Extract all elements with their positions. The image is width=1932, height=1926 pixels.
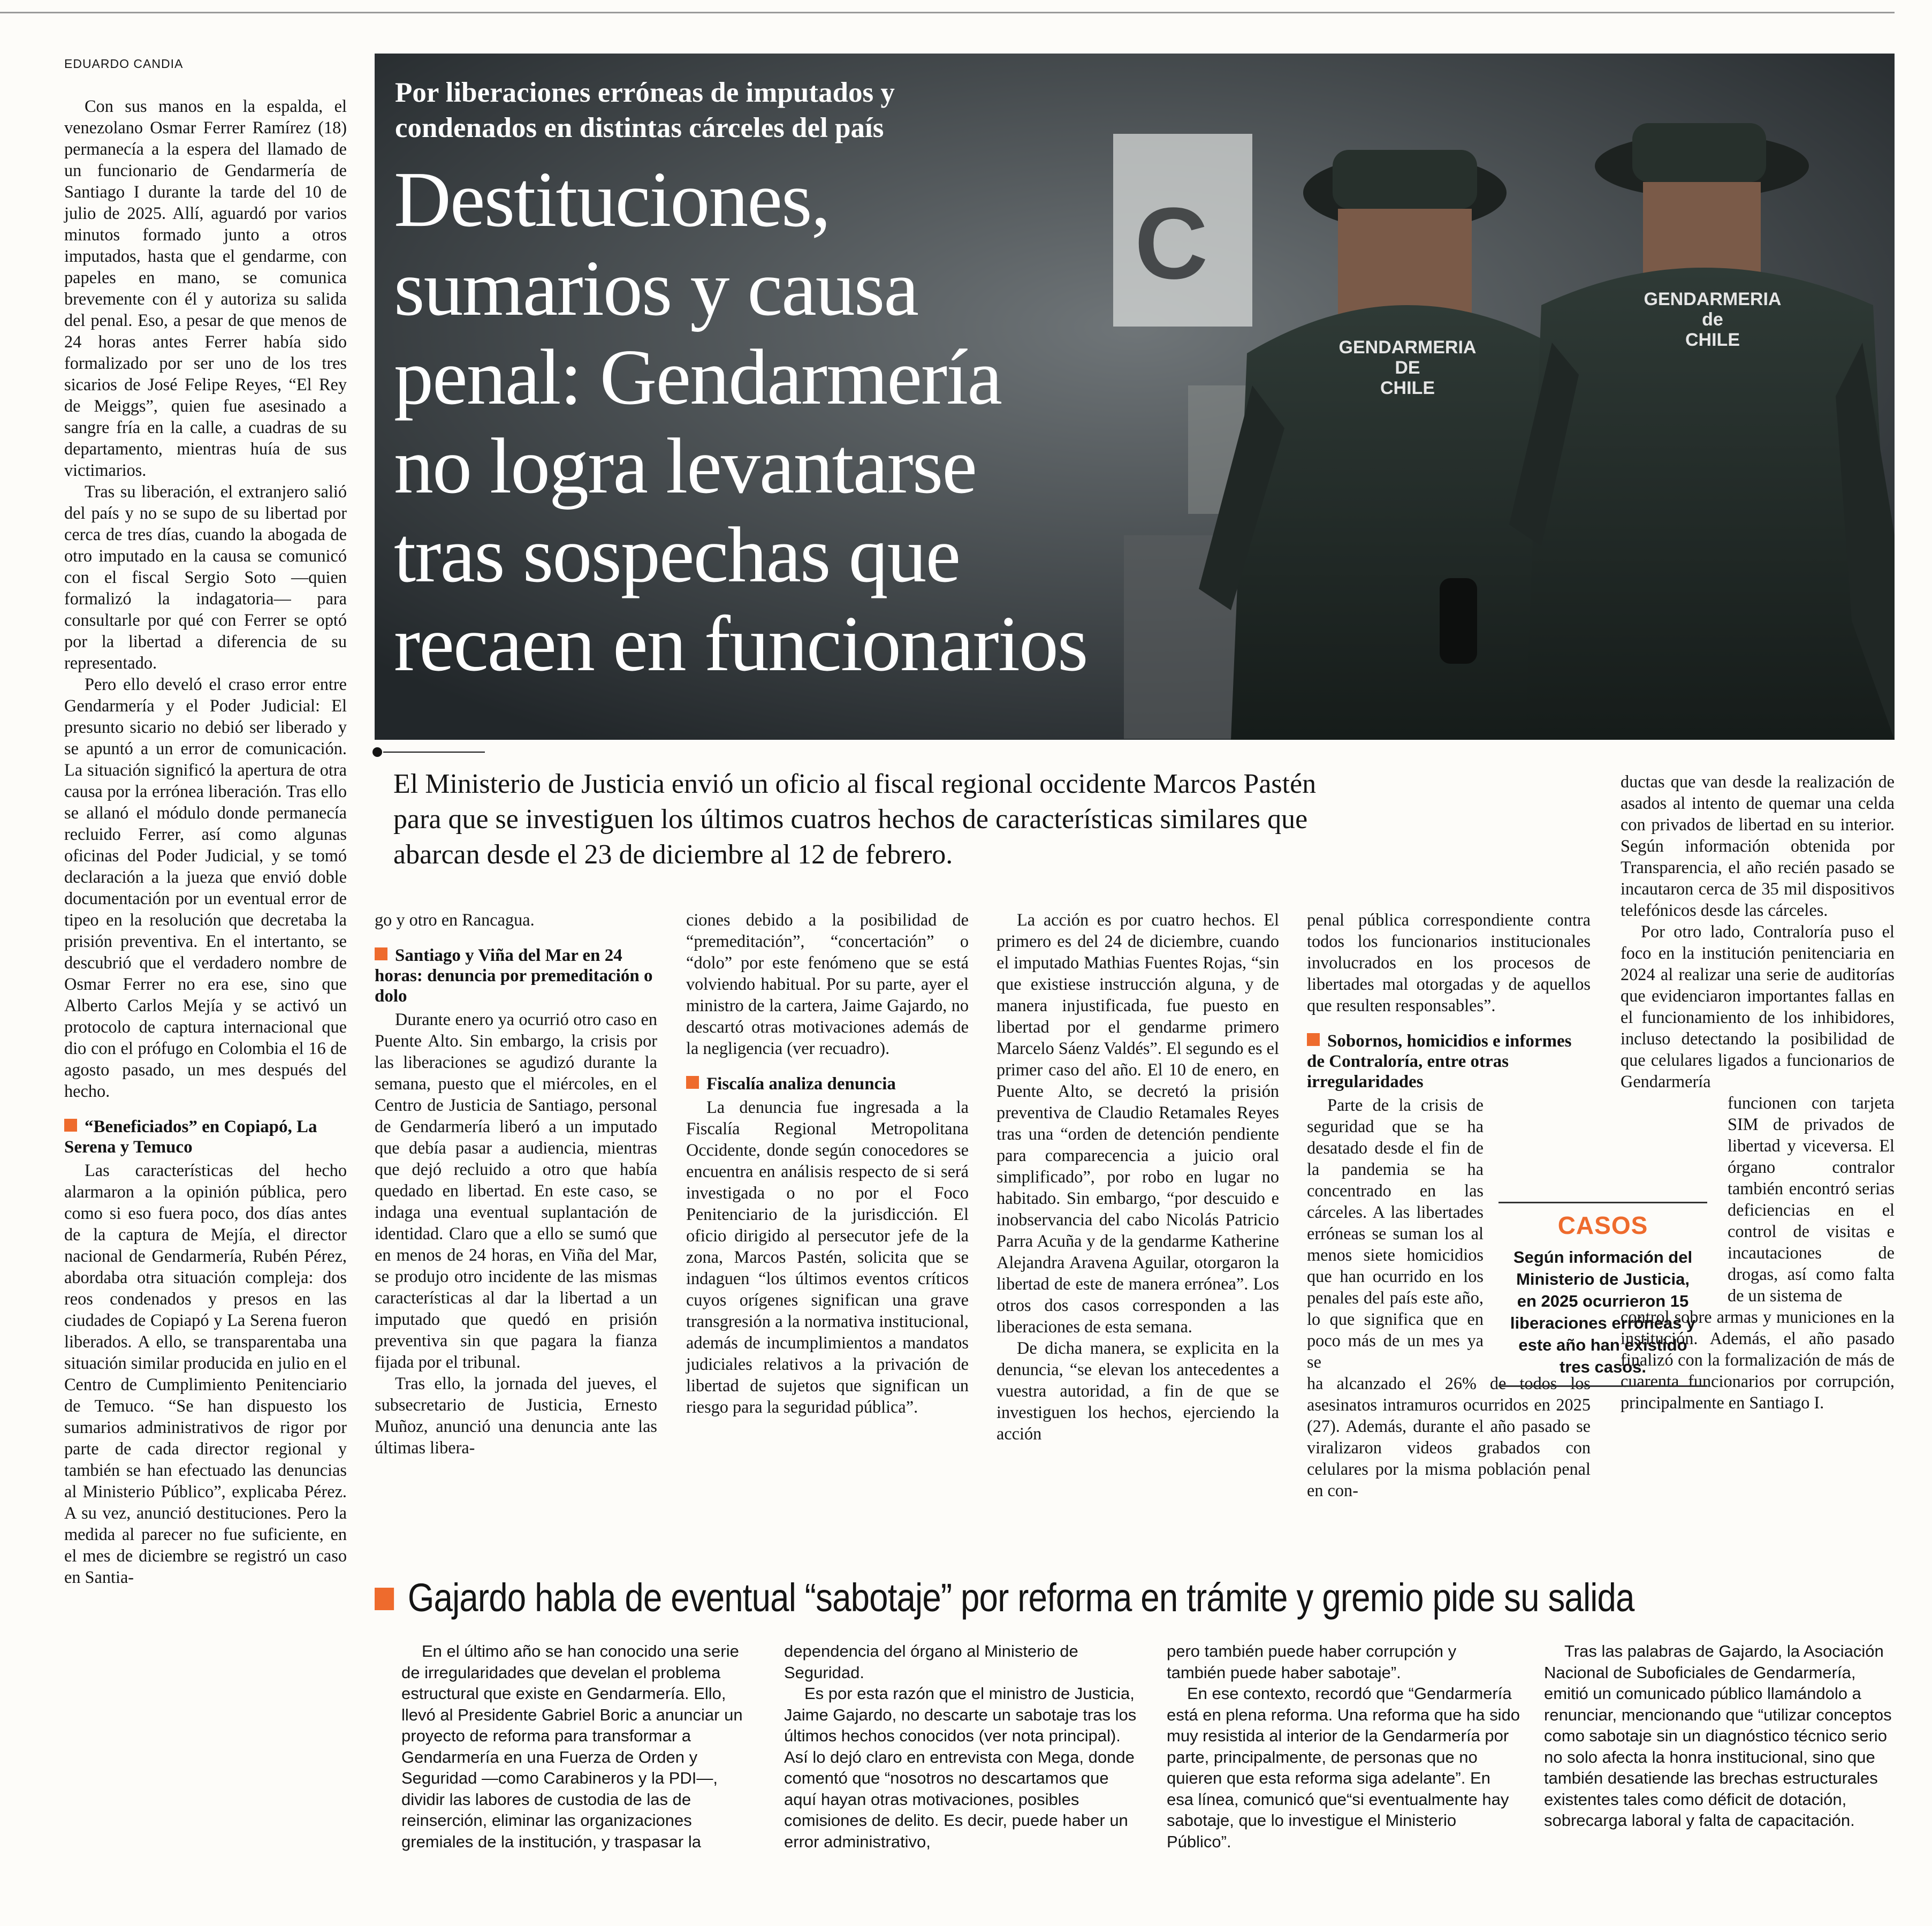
section-marker-icon xyxy=(686,1076,699,1089)
casos-title: CASOS xyxy=(1557,1211,1648,1239)
paragraph: ciones debido a la posibilidad de “premeditación”, “concertación” o “dolo” por este fenómeno que se está volviendo habitual. Por su parte, ayer el ministro de la cartera, Jaime Gajardo, no descartó otras motivaciones además de la negligencia (ver recuadro). xyxy=(686,910,969,1058)
box-column-3 xyxy=(1167,1641,1520,1852)
paragraph: Pero ello develó el craso error entre Gendarmería y el Poder Judicial: El presunto sicario no debió ser liberado y se apuntó a un error de comunicación. La situación significó la apertura de otra causa por la errónea liberación. Tras ello se allanó el módulo donde permanecía recluido Ferrer, así como algunas oficinas del Poder Judicial, y se tomó declaración a la jueza que envió doble documentación por un eventual error de tipeo en la resolución que decretaba la prisión preventiva. En el intertanto, se descubrió que el verdadero nombre de Osmar Ferrer no era ese, sino que Alberto Carlos Mejía y se activó un protocolo de captura internacional que dio con el prófugo en Colombia el 16 de agosto pasado, un mes después del hecho. xyxy=(64,674,347,1101)
top-rule xyxy=(0,12,1895,13)
paragraph: funcionen con tarjeta SIM de privados de libertad y viceversa. El órgano contralor también encontró serias deficiencias en el control de visitas e incautaciones de drogas, así como falta de un sistema de xyxy=(1728,1093,1895,1305)
paragraph: pero también puede haber corrupción y también puede haber sabotaje”. xyxy=(1167,1642,1457,1682)
article-column-3 xyxy=(686,909,969,1417)
lead-dot xyxy=(372,747,382,757)
paragraph: go y otro en Rancagua. xyxy=(375,910,535,929)
article-column-4 xyxy=(997,909,1279,1444)
box-column-4 xyxy=(1544,1641,1895,1831)
lead-rule xyxy=(383,752,485,753)
section-marker-icon xyxy=(375,1588,394,1610)
paragraph: Por otro lado, Contraloría puso el foco en la institución penitenciaria en 2024 al realizar una serie de auditorías que evidenciaron importantes fallas en el funcionamiento de los inhibidores, incluso detectando la posibilidad de que celulares ligados a funcionarios de Gendarmería xyxy=(1621,922,1895,1091)
box-column-2 xyxy=(784,1641,1137,1852)
casos-box xyxy=(1499,1202,1707,1387)
paragraph: Tras su liberación, el extranjero salió del país y no se supo de su libertad por cerca de tres días, cuando la abogada de otro imputado en la causa se comunicó con el fiscal Sergio Soto —quien formalizó la indagatoria— para consultarle por qué con Ferrer se optó por la libertad a diferencia de su representado. xyxy=(64,482,347,672)
paragraph: En el último año se han conocido una serie de irregularidades que develan el problema estructural que existe en Gendarmería. Ello, llevó al Presidente Gabriel Boric a anunciar un proyecto de reforma para transformar a Gendarmería en una Fuerza de Orden y Seguridad —como Carabineros y la PDI—, dividir las labores de custodia de las de reinserción, eliminar las organizaciones gremiales de la institución, y traspasar la xyxy=(401,1642,743,1851)
section-marker-icon xyxy=(1307,1033,1320,1046)
vest-text-right: GENDARMERIA de CHILE xyxy=(1644,289,1782,350)
paragraph: Es por esta razón que el ministro de Justicia, Jaime Gajardo, no descarte un sabotaje tras los últimos hechos conocidos (ver nota principal). Así lo dejó claro en entrevista con Mega, donde comentó que “nosotros no descartamos que aquí hayan otras motivaciones, posibles comisiones de delito. Es decir, puede haber un error administrativo, xyxy=(784,1684,1137,1851)
subheading: “Beneficiados” en Copiapó, La Serena y Temuco xyxy=(64,1117,317,1157)
paragraph: De dicha manera, se explicita en la denuncia, “se elevan los antecedentes a vuestra autoridad, a fin de que se investiguen los hechos, ejerciendo la acción xyxy=(997,1338,1279,1443)
paragraph: dependencia del órgano al Ministerio de Seguridad. xyxy=(784,1642,1078,1682)
subheading: Sobornos, homicidios e informes de Contraloría, entre otras irregularidades xyxy=(1307,1032,1572,1091)
box-column-1 xyxy=(401,1641,744,1852)
paragraph: ha alcanzado el 26% de todos los asesinatos intramuros ocurridos en 2025 (27). Además, durante el año pasado se viralizaron videos grabados con celulares por la misma población penal en con- xyxy=(1307,1374,1591,1500)
section-marker-icon xyxy=(64,1119,77,1132)
paragraph: La denuncia fue ingresada a la Fiscalía Regional Metropolitana Occidente, donde según conocedores se encuentra en análisis respecto de si será investigada o no por el Foco Penitenciario de la jurisdicción. El oficio dirigido al persecutor jefe de la zona, Marcos Pastén, solicita que se indaguen “los últimos eventos críticos cuyos orígenes significan una grave transgresión a la normativa institucional, además de incumplimientos a mandatos judiciales relativos a la privación de libertad de sujetos que significan un riesgo para la seguridad pública”. xyxy=(686,1097,969,1416)
paragraph: Durante enero ya ocurrió otro caso en Puente Alto. Sin embargo, la crisis por las liberaciones se agudizó durante la semana, puesto que el miércoles, en el Centro de Justicia de Santiago, personal de Gendarmería liberó a un imputado que debía pasar a audiencia, mientras que dejó recluido a otro que había quedado en libertad. En este caso, se indaga una eventual suplantación de identidad. Claro que a ello se sumó que en menos de 24 horas, en Viña del Mar, se produjo otro incidente de las mismas características al dar la libertad a un imputado que quedó en prisión preventiva sin que pagara la fianza fijada por el tribunal. xyxy=(375,1010,657,1371)
section-marker-icon xyxy=(375,947,387,960)
paragraph: ductas que van desde la realización de asados al intento de quemar una celda con privados de libertad en su interior. Según información obtenida por Transparencia, el año recién pasado se incautaron cerca de 35 mil dispositivos telefónicos desde las cárceles. xyxy=(1621,772,1895,920)
paragraph: Tras ello, la jornada del jueves, el subsecretario de Justicia, Ernesto Muñoz, anunció una denuncia ante las últimas libera- xyxy=(375,1374,657,1457)
paragraph: control sobre armas y municiones en la institución. Además, el año pasado finalizó con la formalización de más de cuarenta funcionarios por corrupción, principalmente en Santiago I. xyxy=(1621,1307,1895,1412)
lead-paragraph: El Ministerio de Justicia envió un oficio al fiscal regional occidente Marcos Pastén para que se investiguen los últimos cuatros hechos de características similares que abarcan desde el 23 de diciembre al 12 de febrero. xyxy=(393,769,1317,870)
article-column-2 xyxy=(375,909,657,1458)
box-headline: Gajardo habla de eventual “sabotaje” por reforma en trámite y gremio pide su salida xyxy=(375,1574,1634,1622)
paragraph: penal pública correspondiente contra todos los funcionarios institucionales involucrados en los procesos de libertades mal otorgadas y de aquellos que resulten responsables”. xyxy=(1307,910,1591,1015)
subheading: Santiago y Viña del Mar en 24 horas: denuncia por premeditación o dolo xyxy=(375,946,653,1006)
article-column-1 xyxy=(64,95,347,1588)
casos-body: Según información del Ministerio de Justicia, en 2025 ocurrieron 15 liberaciones erróneas y este año han existido tres casos. xyxy=(1510,1248,1696,1376)
page-title: Destituciones, sumarios y causa penal: Gendarmería no logra levantarse tras sospechas que recaen en funcionarios xyxy=(394,156,1087,688)
paragraph: Las características del hecho alarmaron a la opinión pública, pero como si eso fuera poco, dos días antes de la captura de Mejía, el director nacional de Gendarmería, Rubén Pérez, abordaba otra situación compleja: dos reos condenados y presos en las ciudades de Copiapó y La Serena fueron liberados. A ello, se transparentaba una situación similar producida en julio en el Centro de Cumplimiento Penitenciario de Temuco. “Se han dispuesto los sumarios administrativos de rigor por parte de cada director regional y también se han efectuado las denuncias al Ministerio Público”, explicaba Pérez. A su vez, anunció destituciones. Pero la medida al parecer no fue suficiente, en el mes de diciembre se registró un caso en Santia- xyxy=(64,1161,347,1587)
paragraph: La acción es por cuatro hechos. El primero es del 24 de diciembre, cuando el imputado Mathias Fuentes Rojas, “sin que existiese instrucción alguna, y de manera injustificada, fue puesto en libertad por el gendarme primero Marcelo Sáenz Valdés”. El segundo es el primer caso del año. El 10 de enero, en Puente Alto, se decretó la prisión preventiva de Claudio Retamales Reyes tras una “orden de detención pendiente para comparecencia a juicio oral simplificado”, por robo en lugar no habitado. Sin embargo, “por descuido e inobservancia del cabo Nicolás Patricio Parra Acuña y de la gendarme Katherine Alejandra Aravena Aguilar, otorgaron la libertad de este de manera errónea”. Los otros dos casos corresponden a las liberaciones de esta semana. xyxy=(997,910,1279,1336)
kicker: Por liberaciones erróneas de imputados y condenados en distintas cárceles del país xyxy=(395,77,895,143)
paragraph: Parte de la crisis de seguridad que se ha desatado desde el fin de la pandemia se ha concentrado en las cárceles. A las libertades erróneas se suman los al menos siete homicidios que han ocurrido en los penales del país este año, lo que significa que en poco más de un mes ya se xyxy=(1307,1095,1484,1371)
byline: EDUARDO CANDIA xyxy=(64,57,184,71)
paragraph: En ese contexto, recordó que “Gendarmería está en plena reforma. Una reforma que ha sido muy resistida al interior de la Gendarmería por parte, principalmente, de personas que no quieren que esta reforma siga adelante”. En esa línea, comunicó que“si eventualmente hay sabotaje, que lo investigue el Ministerio Público”. xyxy=(1167,1684,1520,1851)
subheading: Fiscalía analiza denuncia xyxy=(686,1074,969,1094)
vest-text-left: GENDARMERIA DE CHILE xyxy=(1338,337,1477,398)
wall-letter: C xyxy=(1135,187,1208,300)
paragraph: Tras las palabras de Gajardo, la Asociación Nacional de Suboficiales de Gendarmería, emitió un comunicado público llamándolo a renunciar, mencionando que “utilizar conceptos como sabotaje sin un diagnóstico técnico serio no solo afecta la honra institucional, sino que también desatiende las brechas estructurales existentes tales como déficit de dotación, sobrecarga laboral y falta de capacitación. xyxy=(1544,1642,1892,1830)
paragraph: Con sus manos en la espalda, el venezolano Osmar Ferrer Ramírez (18) permanecía a la espera del llamado de un funcionario de Gendarmería de Santiago I durante la tarde del 10 de julio de 2025. Allí, aguardó por varios minutos formado junto a otros imputados, hasta que el gendarme, con papeles en mano, se comunica brevemente con él y autoriza su salida del penal. Eso, a pesar de que menos de 24 horas antes Ferrer había sido formalizado por ser uno de los tres sicarios de José Felipe Reyes, “El Rey de Meiggs”, quien fue asesinado a sangre fría en la calle, a cuadras de su departamento, mientras huía de sus victimarios. xyxy=(64,96,347,480)
hero-photo xyxy=(375,54,1895,740)
